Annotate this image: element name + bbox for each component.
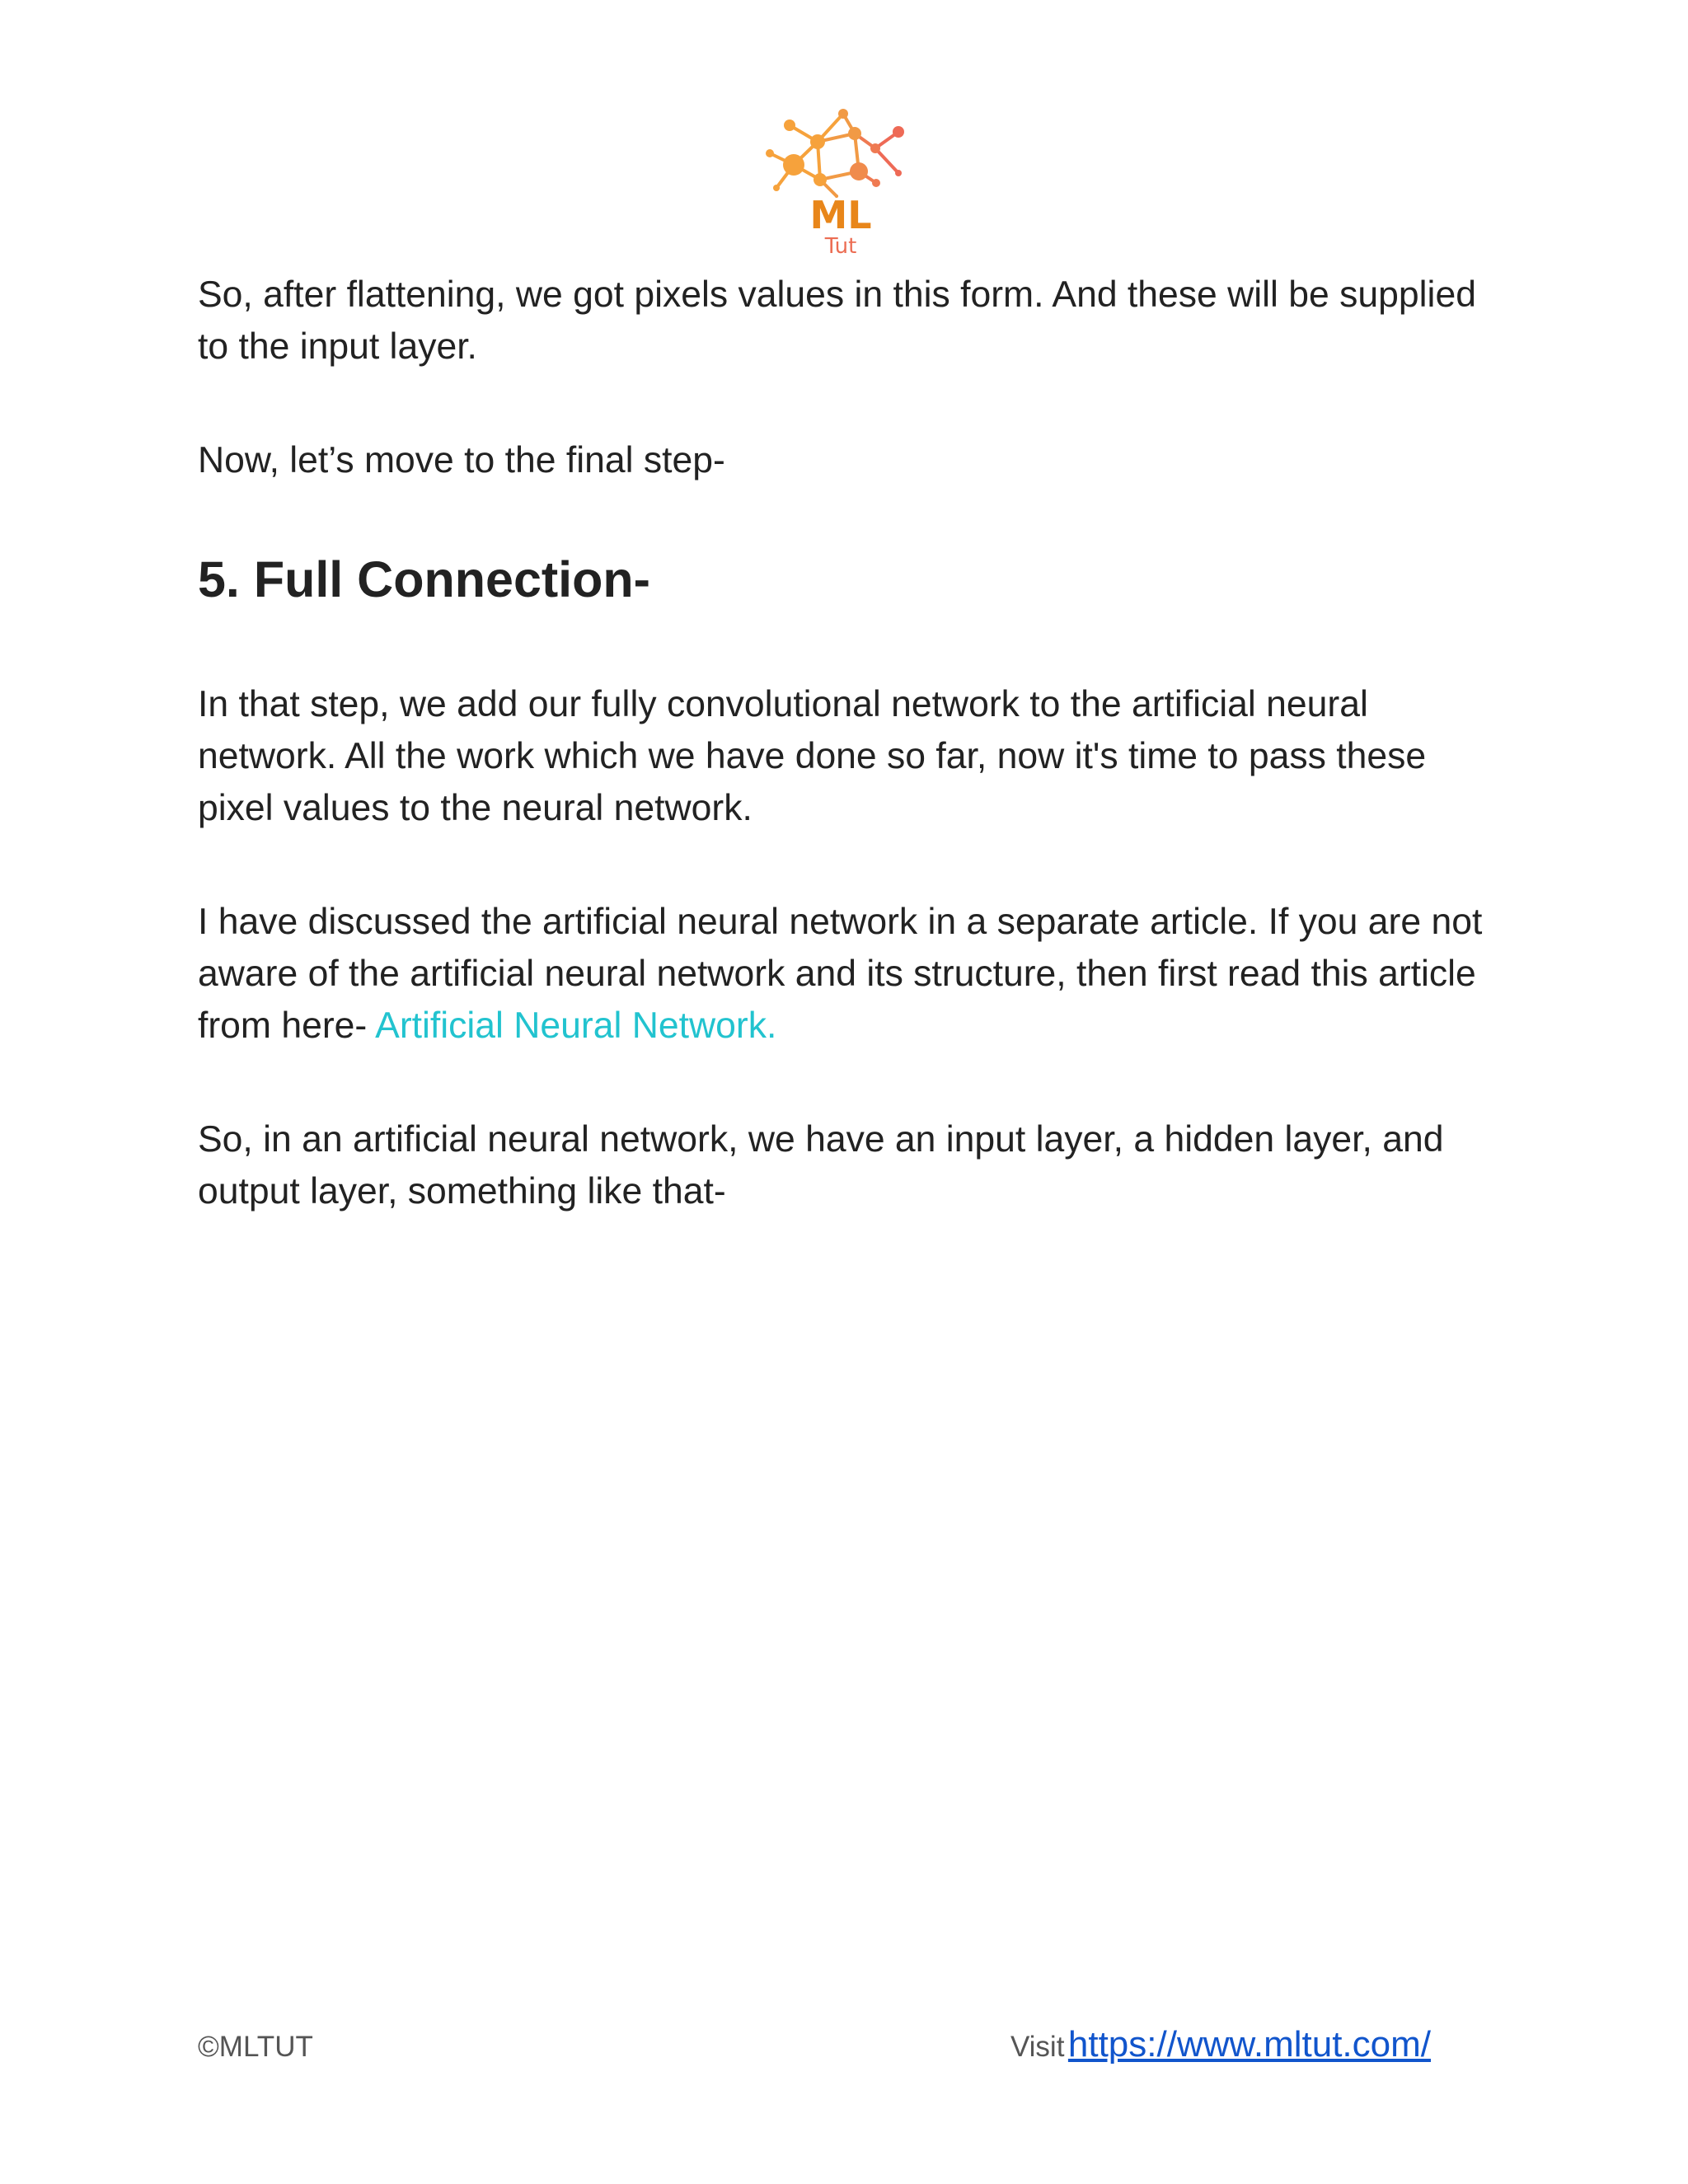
footer-visit	[1010, 2024, 1431, 2064]
section-heading: 5. Full Connection-	[198, 551, 650, 607]
ann-article-link[interactable]: Artificial Neural Network.	[375, 1005, 777, 1046]
mltut-site-link[interactable]: https://www.mltut.com/	[1067, 2024, 1431, 2064]
paragraph-next-step: Now, let’s move to the final step-	[198, 440, 725, 480]
visit-label: Visit	[1010, 2031, 1065, 2063]
paragraph-flattening: So, after flattening, we got pixels values in this form. And these will be supplied to the input layer.	[198, 274, 1476, 367]
article-body	[198, 269, 1500, 1217]
neural-network-icon	[758, 107, 923, 198]
paragraph-layers: So, in an artificial neural network, we have an input layer, a hidden layer, and output layer, something like that-	[198, 1119, 1444, 1212]
paragraph-ann-reference	[198, 896, 1500, 1052]
mltut-logo	[758, 107, 923, 264]
footer-copyright: ©MLTUT	[198, 2031, 313, 2063]
paragraph-ann-reference-text: I have discussed the artificial neural network in a separate article. If you are not aware of the artificial neural network and its structure, then first read this article from here-	[198, 902, 1483, 1046]
logo-ml-text: ML	[809, 193, 872, 237]
logo-tut-text: Tut	[824, 234, 857, 259]
paragraph-full-connection: In that step, we add our fully convolutional network to the artificial neural network. All the work which we have done so far, now it's time to pass these pixel values to the neural network.	[198, 684, 1427, 828]
